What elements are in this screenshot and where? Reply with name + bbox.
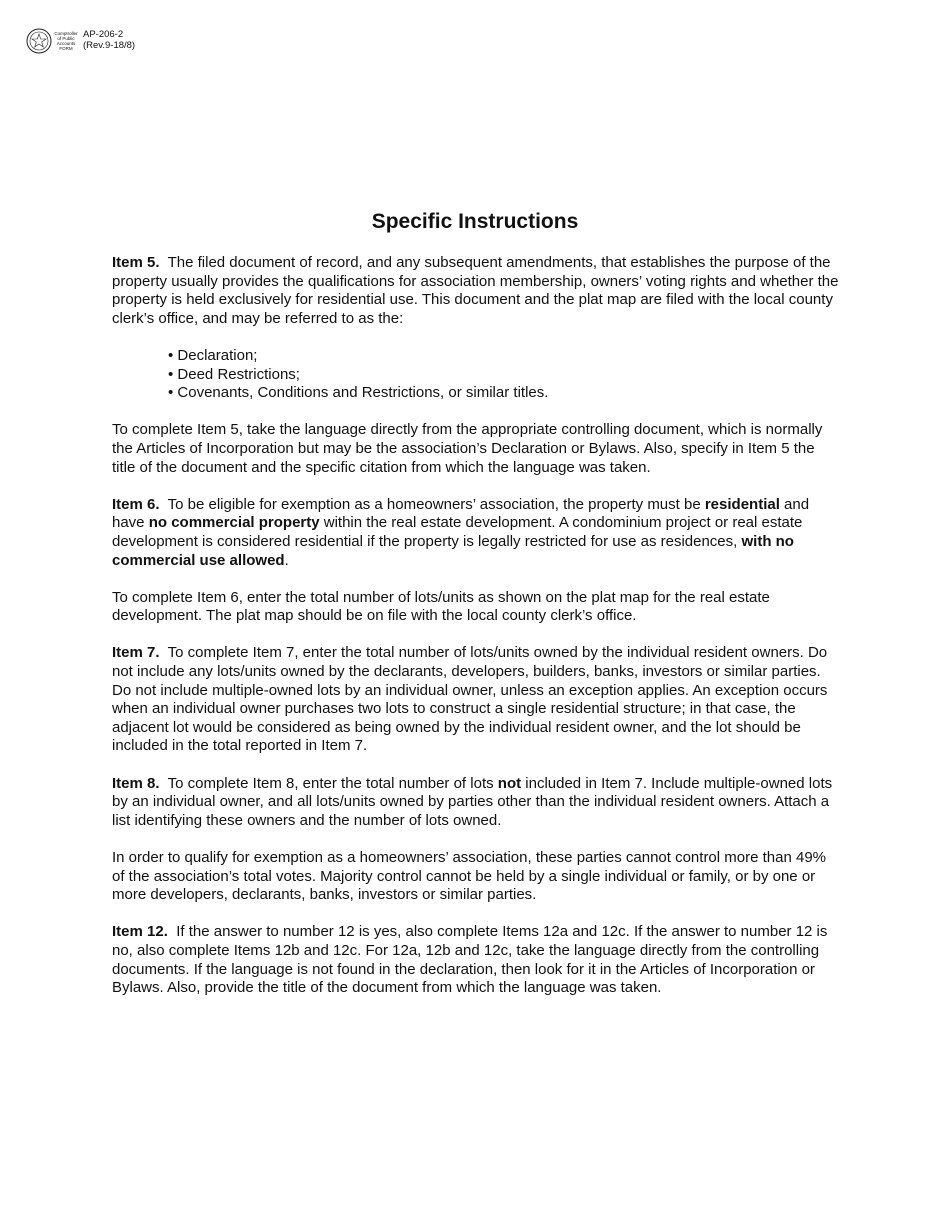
item6-bold-no-commercial: no commercial property [148, 514, 320, 532]
item5-paragraph [112, 254, 842, 328]
item7-label: Item 7. [112, 644, 160, 662]
form-number: AP-206-2 [83, 29, 124, 40]
item6-bold-commercial-use: with no commercial use allowed [112, 532, 794, 569]
item5-label: Item 5. [112, 254, 160, 271]
item12-text: If the answer to number 12 is yes, also complete Items 12a and 12c. If the answer to number 12 is no, also complete Items 12b and 12c. For 12a, 12b and 12c, take the language directly from the controlling documents. If the language is not found in the declaration, then look for it in the Articles of Incorporation or Bylaws. Also, provide the title of the document from which the language was taken. [112, 923, 828, 997]
agency-line: Accounts [56, 41, 76, 46]
form-header [26, 28, 135, 54]
item6-label: Item 6. [112, 495, 160, 513]
agency-name [54, 31, 78, 51]
item8-paragraph [112, 775, 842, 831]
item12-label: Item 12. [112, 923, 168, 941]
item6-text: . [284, 551, 289, 569]
item8-bold-not: not [497, 774, 522, 792]
item6-paragraph [112, 496, 842, 570]
item6-text: and have [112, 495, 810, 532]
item7-paragraph [112, 644, 842, 756]
list-item: • Deed Restrictions; [168, 365, 300, 383]
item8-text: included in Item 7. Include multiple-owned lots by an individual owner, and all lots/units owned by parties other than the individual resident owners. Attach a list identifying these owners and the number of lots owned. [112, 774, 833, 829]
item5-text: The filed document of record, and any subsequent amendments, that establishes the purpose of the property usually provides the qualifications for association membership, owners’ voting rights and whether the property is held exclusively for residential use. This document and the plat map are filed with the local county clerk’s office, and may be referred to as the: [112, 254, 839, 327]
item8-text: To complete Item 8, enter the total number of lots [167, 774, 498, 792]
form-id [83, 29, 135, 51]
agency-line: Comptroller [54, 31, 78, 36]
instructions-body [112, 254, 842, 1016]
list-item: • Covenants, Conditions and Restrictions, or similar titles. [168, 384, 549, 402]
agency-line: of Public [57, 36, 75, 41]
document-title-list [112, 347, 842, 403]
item6-bold-residential: residential [704, 495, 780, 513]
item6-complete-paragraph: To complete Item 6, enter the total number of lots/units as shown on the plat map for the real estate development. The plat map should be on file with the local county clerk’s office. [112, 588, 770, 625]
comptroller-seal-icon [26, 28, 52, 54]
item7-text: To complete Item 7, enter the total number of lots/units owned by the individual resident owners. Do not include any lots/units owned by the declarants, developers, builders, banks, investors or similar parties. Do not include multiple-owned lots by an individual owner, unless an exception applies. An exception occurs when an individual owner purchases two lots to construct a single residential structure; in that case, the adjacent lot would be considered as being owned by the individual resident owner, and the lot should be included in the total reported in Item 7. [112, 644, 828, 755]
agency-line: FORM [59, 46, 73, 51]
item12-paragraph [112, 923, 842, 997]
item8-label: Item 8. [112, 774, 160, 792]
form-revision: (Rev.9-18/8) [83, 40, 136, 51]
item6-text: To be eligible for exemption as a homeowners’ association, the property must be [167, 495, 705, 513]
item6-text: within the real estate development. A condominium project or real estate development is considered residential if the property is legally restricted for use as residences, [112, 514, 803, 550]
item8-qualify-paragraph: In order to qualify for exemption as a homeowners’ association, these parties cannot control more than 49% of the association’s total votes. Majority control cannot be held by a single individual or family, or by one or more developers, declarants, banks, investors or similar parties. [112, 849, 827, 904]
item5-complete-paragraph: To complete Item 5, take the language directly from the appropriate controlling document, which is normally the Articles of Incorporation but may be the association’s Declaration or Bylaws. Also, specify in Item 5 the title of the document and the specific citation from which the language was taken. [112, 421, 823, 476]
list-item: • Declaration; [168, 346, 258, 364]
page-title: Specific Instructions [371, 210, 579, 233]
